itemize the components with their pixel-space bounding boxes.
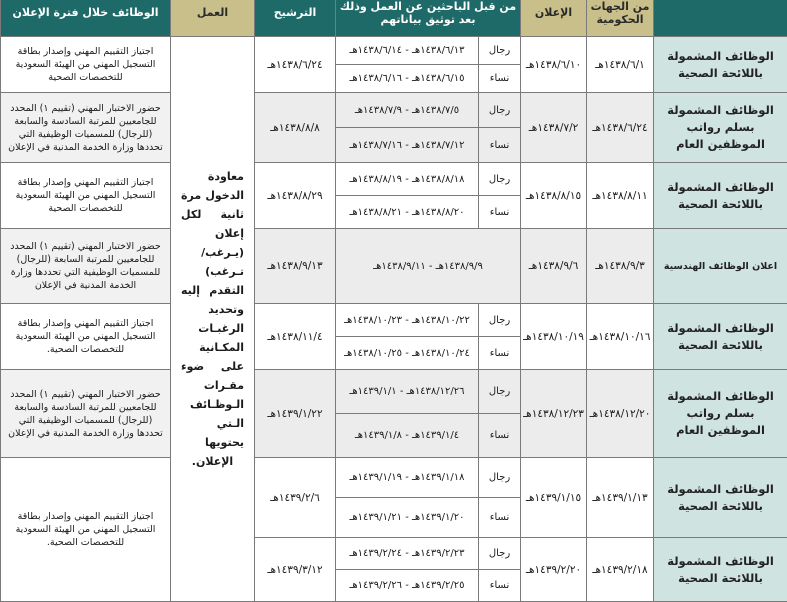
women-period: ١٤٣٩/١/٢٠هـ - ١٤٣٩/١/٢١هـ [336, 498, 479, 538]
nomination-date: ١٤٣٨/٨/٢٩هـ [255, 163, 336, 229]
table-row [1, 37, 787, 65]
announce-date: ١٤٣٨/١٢/٢٣هـ [521, 370, 587, 458]
requirement-cell: اجتياز التقييم المهني وإصدار بطاقة التسجيل المهني من الهيئة السعودية للتخصصات الصحية [1, 163, 171, 229]
middle-note: معاودة الدخول مرة ثانية لكل إعلان (يـرغب/ تـرغب) التقدم إليه وتحديد الرغبـات المكـانية على ضوء مقـرات الـوظـائف الـتي يحتويها الإعلان. [171, 37, 255, 602]
announce-date: ١٤٣٨/١٠/١٩هـ [521, 304, 587, 370]
men-period: ١٤٣٩/٢/٢٣هـ - ١٤٣٩/٢/٢٤هـ [336, 538, 479, 570]
men-label: رجال [479, 370, 521, 414]
men-label: رجال [479, 304, 521, 337]
table-row [1, 304, 787, 337]
table-row [1, 229, 787, 304]
women-period: ١٤٣٩/١/٤هـ - ١٤٣٩/١/٨هـ [336, 414, 479, 458]
header-requirements: الوظائف خلال فترة الإعلان [1, 0, 171, 37]
category-cell: اعلان الوظائف الهندسية [654, 229, 787, 304]
nomination-date: ١٤٣٨/١١/٤هـ [255, 304, 336, 370]
men-period: ١٤٣٨/١٠/٢٢هـ - ١٤٣٨/١٠/٢٣هـ [336, 304, 479, 337]
women-period: ١٤٣٨/٦/١٥هـ - ١٤٣٨/٦/١٦هـ [336, 65, 479, 93]
requirement-cell: حضور الاختبار المهني (تقييم ١) المحدد للجامعيين للمرتبة السادسة والسابعة (للرجال) للمسميات الوظيفية التي تحددها وزارة الخدمة المدنية في الإعلان [1, 370, 171, 458]
women-period: ١٤٣٩/٢/٢٥هـ - ١٤٣٩/٢/٢٦هـ [336, 570, 479, 602]
header-nomination: الترشيح [255, 0, 336, 37]
gov-date: ١٤٣٨/١٢/٢٠هـ [587, 370, 654, 458]
requirement-cell: حضور الاختبار المهني (تقييم ١) المحدد للجامعيين للمرتبة السابعة (للرجال) للمسميات الوظيفية التي تحددها وزارة الخدمة المدنية في الإعلان [1, 229, 171, 304]
women-label: نساء [479, 498, 521, 538]
nomination-date: ١٤٣٨/٩/١٣هـ [255, 229, 336, 304]
men-period: ١٤٣٩/١/١٨هـ - ١٤٣٩/١/١٩هـ [336, 458, 479, 498]
announce-date: ١٤٣٨/٩/٦هـ [521, 229, 587, 304]
category-cell: الوظائف المشمولة باللائحة الصحية [654, 163, 787, 229]
women-label: نساء [479, 128, 521, 163]
category-cell: الوظائف المشمولة بسلم رواتب الموظفين العام [654, 93, 787, 163]
gov-date: ١٤٣٨/٦/١هـ [587, 37, 654, 93]
table-row [1, 370, 787, 414]
nomination-date: ١٤٣٩/٢/٦هـ [255, 458, 336, 538]
announce-date: ١٤٣٨/٦/١٠هـ [521, 37, 587, 93]
gov-date: ١٤٣٨/٨/١١هـ [587, 163, 654, 229]
men-label: رجال [479, 37, 521, 65]
single-period: ١٤٣٨/٩/٩هـ - ١٤٣٨/٩/١١هـ [336, 229, 521, 304]
header-row [1, 0, 787, 37]
header-application-period: من قبل الباحثين عن العمل وذلك بعد توثيق بياناتهم [336, 0, 521, 37]
men-period: ١٤٣٨/٨/١٨هـ - ١٤٣٨/٨/١٩هـ [336, 163, 479, 196]
nomination-date: ١٤٣٨/٨/٨هـ [255, 93, 336, 163]
men-label: رجال [479, 538, 521, 570]
women-label: نساء [479, 337, 521, 370]
category-cell: الوظائف المشمولة باللائحة الصحية [654, 458, 787, 538]
category-cell: الوظائف المشمولة باللائحة الصحية [654, 538, 787, 602]
men-label: رجال [479, 163, 521, 196]
category-cell: الوظائف المشمولة بسلم رواتب الموظفين العام [654, 370, 787, 458]
men-period: ١٤٣٨/٦/١٣هـ - ١٤٣٨/٦/١٤هـ [336, 37, 479, 65]
header-category [654, 0, 787, 37]
header-gov: من الجهات الحكومية [587, 0, 654, 37]
men-label: رجال [479, 93, 521, 128]
gov-date: ١٤٣٩/١/١٣هـ [587, 458, 654, 538]
requirement-cell: اجتياز التقييم المهني وإصدار بطاقة التسجيل المهني من الهيئة السعودية للتخصصات الصحية [1, 37, 171, 93]
table-row [1, 163, 787, 196]
table-row [1, 458, 787, 498]
nomination-date: ١٤٣٩/١/٢٢هـ [255, 370, 336, 458]
requirement-cell: اجتياز التقييم المهني وإصدار بطاقة التسجيل المهني من الهيئة السعودية للتخصصات الصحية. [1, 458, 171, 602]
nomination-date: ١٤٣٨/٦/٢٤هـ [255, 37, 336, 93]
header-announcement: الإعلان [521, 0, 587, 37]
women-label: نساء [479, 414, 521, 458]
women-period: ١٤٣٨/٧/١٢هـ - ١٤٣٨/٧/١٦هـ [336, 128, 479, 163]
requirement-cell: حضور الاختبار المهني (تقييم ١) المحدد للجامعيين للمرتبة السادسة والسابعة (للرجال) للمسميات الوظيفية التي تحددها وزارة الخدمة المدنية في الإعلان [1, 93, 171, 163]
category-cell: الوظائف المشمولة باللائحة الصحية [654, 304, 787, 370]
gov-date: ١٤٣٨/١٠/١٦هـ [587, 304, 654, 370]
men-period: ١٤٣٨/٧/٥هـ - ١٤٣٨/٧/٩هـ [336, 93, 479, 128]
gov-date: ١٤٣٩/٢/١٨هـ [587, 538, 654, 602]
women-label: نساء [479, 65, 521, 93]
category-cell: الوظائف المشمولة باللائحة الصحية [654, 37, 787, 93]
announce-date: ١٤٣٨/٧/٢هـ [521, 93, 587, 163]
men-label: رجال [479, 458, 521, 498]
women-label: نساء [479, 196, 521, 229]
announce-date: ١٤٣٩/٢/٢٠هـ [521, 538, 587, 602]
announce-date: ١٤٣٩/١/١٥هـ [521, 458, 587, 538]
women-period: ١٤٣٨/٨/٢٠هـ - ١٤٣٨/٨/٢١هـ [336, 196, 479, 229]
women-period: ١٤٣٨/١٠/٢٤هـ - ١٤٣٨/١٠/٢٥هـ [336, 337, 479, 370]
nomination-date: ١٤٣٩/٣/١٢هـ [255, 538, 336, 602]
gov-date: ١٤٣٨/٦/٢٤هـ [587, 93, 654, 163]
gov-date: ١٤٣٨/٩/٣هـ [587, 229, 654, 304]
men-period: ١٤٣٨/١٢/٢٦هـ - ١٤٣٩/١/١هـ [336, 370, 479, 414]
table-row [1, 93, 787, 128]
requirement-cell: اجتياز التقييم المهني وإصدار بطاقة التسجيل المهني من الهيئة السعودية للتخصصات الصحية. [1, 304, 171, 370]
header-work: العمل [171, 0, 255, 37]
announce-date: ١٤٣٨/٨/١٥هـ [521, 163, 587, 229]
women-label: نساء [479, 570, 521, 602]
